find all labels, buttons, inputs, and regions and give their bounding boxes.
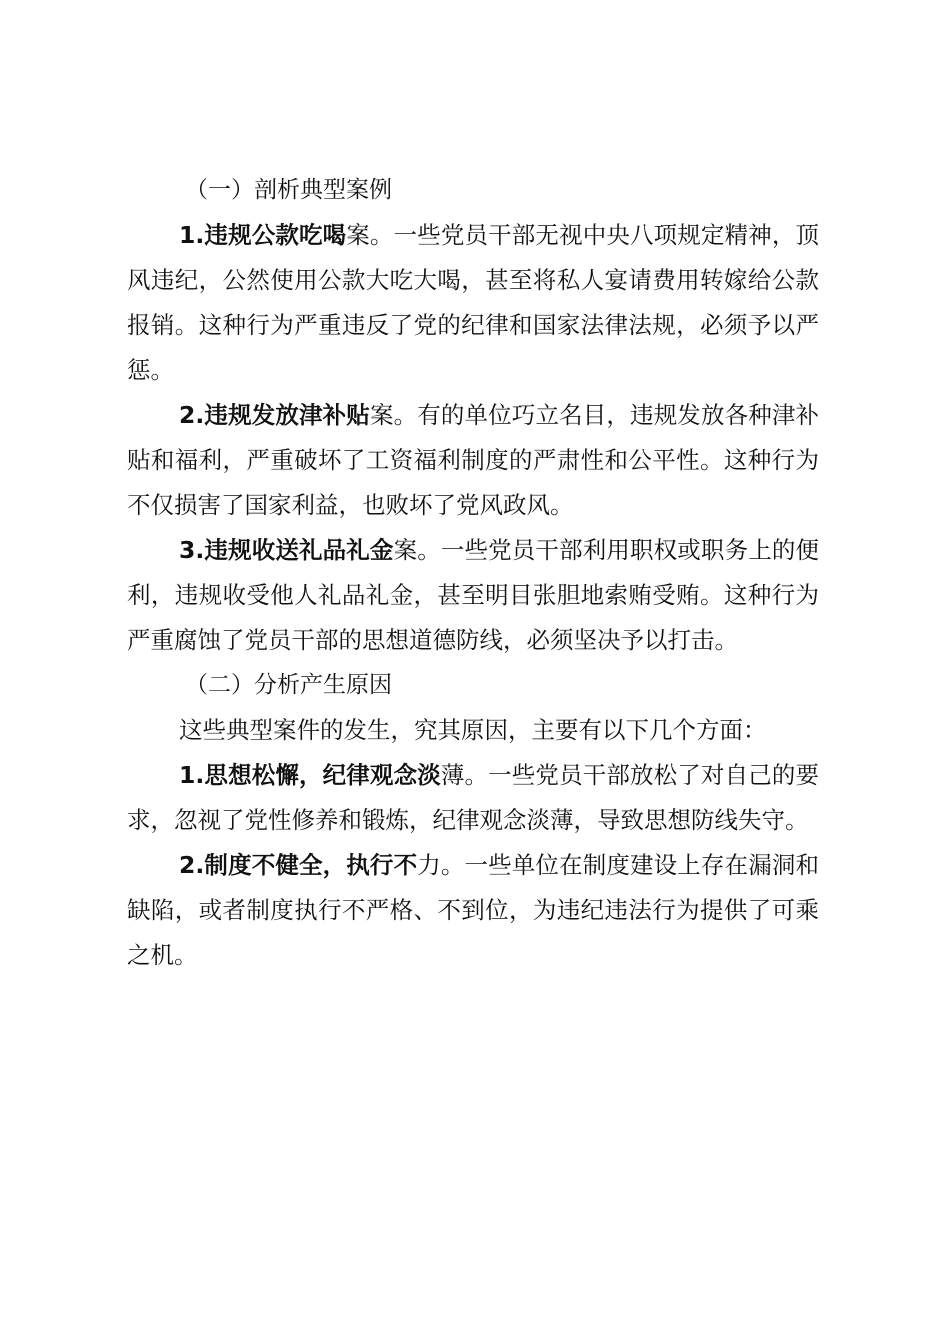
case-1-lead: 1.违规公款吃喝 xyxy=(179,221,347,249)
cause-paragraph-1 xyxy=(127,753,819,843)
case-paragraph-2 xyxy=(127,393,819,528)
case-paragraph-3 xyxy=(127,528,819,663)
case-2-text: 案。有的单位巧立名目，违规发放各种津补贴和福利，严重破坏了工资福利制度的严肃性和公平性。这种行为不仅损害了国家利益，也败坏了党风政风。 xyxy=(127,401,820,519)
cause-paragraph-2 xyxy=(127,843,819,978)
case-paragraph-1 xyxy=(127,213,819,393)
cause-2-lead: 2.制度不健全，执行不 xyxy=(179,851,418,879)
cause-1-lead: 1.思想松懈，纪律观念淡 xyxy=(179,761,441,789)
document-body xyxy=(127,168,819,978)
case-2-lead: 2.违规发放津补贴 xyxy=(179,401,370,429)
section-heading-analyze-cases: （一）剖析典型案例 xyxy=(185,177,392,203)
cause-1-text: 薄。一些党员干部放松了对自己的要求，忽视了党性修养和锻炼，纪律观念淡薄，导致思想防线失守。 xyxy=(127,761,820,834)
case-3-lead: 3.违规收送礼品礼金 xyxy=(179,536,394,564)
cause-2-text: 力。一些单位在制度建设上存在漏洞和缺陷，或者制度执行不严格、不到位，为违纪违法行为提供了可乘之机。 xyxy=(127,851,820,969)
case-1-text: 案。一些党员干部无视中央八项规定精神，顶风违纪，公然使用公款大吃大喝，甚至将私人宴请费用转嫁给公款报销。这种行为严重违反了党的纪律和国家法律法规，必须予以严惩。 xyxy=(127,221,819,384)
case-3-text: 案。一些党员干部利用职权或职务上的便利，违规收受他人礼品礼金，甚至明目张胆地索贿受贿。这种行为严重腐蚀了党员干部的思想道德防线，必须坚决予以打击。 xyxy=(127,536,820,654)
causes-intro: 这些典型案件的发生，究其原因，主要有以下几个方面： xyxy=(179,716,767,744)
section-heading-causes: （二）分析产生原因 xyxy=(185,672,392,698)
